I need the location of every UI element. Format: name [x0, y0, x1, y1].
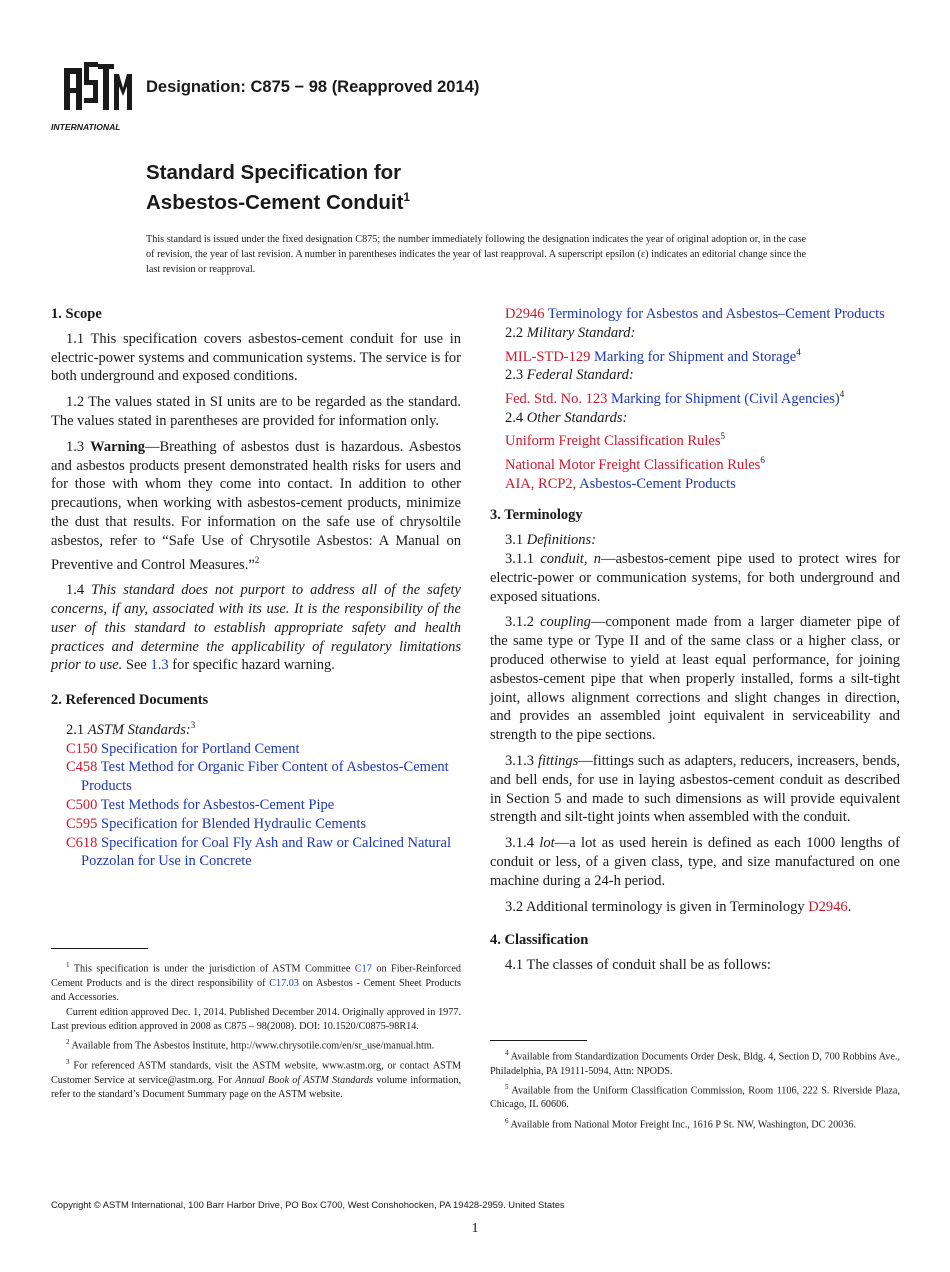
standard-code[interactable]: Fed. Std. No. 123: [505, 390, 608, 407]
paragraph-number: 2.4: [505, 409, 527, 426]
other-standards-label: [490, 409, 900, 428]
term: conduit, n: [540, 551, 602, 568]
standard-code[interactable]: C500: [66, 796, 98, 813]
reference-item[interactable]: [51, 796, 461, 815]
paragraph-end: .: [847, 898, 852, 915]
footnote-ref-6[interactable]: 6: [760, 455, 765, 466]
standard-code[interactable]: D2946: [505, 306, 545, 322]
logo-letter-s-upper: [84, 62, 89, 82]
paragraph-number: 1.4: [66, 582, 92, 599]
definition-text: —a lot as used herein is defined as each 1000 lengths of conduit or less, of a given class, type, and size manufactured on one machine during a 24-h period.: [490, 835, 900, 889]
reference-item[interactable]: [490, 343, 900, 367]
standard-code[interactable]: C458: [66, 759, 98, 776]
paragraph-end: for specific hazard warning.: [168, 657, 335, 674]
reference-item[interactable]: [51, 758, 461, 796]
warning-label: Warning: [90, 438, 145, 455]
reference-item[interactable]: [490, 385, 900, 409]
label-text: Federal Standard:: [526, 367, 634, 384]
paragraph-number: 2.3: [505, 367, 527, 384]
standard-title[interactable]: Specification for Blended Hydraulic Cements: [97, 815, 366, 832]
paragraph-1-3: [51, 438, 461, 574]
footnote-italic: Annual Book of ASTM Standards: [235, 1074, 374, 1086]
definition-lot: [490, 834, 900, 890]
footnote-2: [51, 1035, 461, 1054]
paragraph-number: 3.1.3: [505, 753, 538, 770]
footnotes-right: [490, 1046, 900, 1133]
standard-link-d2946[interactable]: D2946: [808, 898, 848, 915]
military-standard-label: [490, 324, 900, 343]
footnote-marker: 1: [66, 961, 70, 969]
footnote-text: Available from National Motor Freight Inc., 1616 P St. NW, Washington, DC 20036.: [508, 1118, 857, 1130]
paragraph-number: 2.2: [505, 324, 527, 341]
reference-item[interactable]: [490, 427, 900, 451]
reference-item[interactable]: [490, 305, 900, 324]
footnote-ref-2[interactable]: 2: [254, 554, 260, 565]
footnote-4: [490, 1046, 900, 1079]
footnote-text: Available from the Uniform Classification Commission, Room 1106, 222 S. Riverside Plaza, Chicago, IL 60606.: [490, 1085, 900, 1111]
paragraph-1-4: [51, 581, 461, 675]
footnote-edition: Current edition approved Dec. 1, 2014. Published December 2014. Originally approved in 1977. Last previous edition approved in 2008 as C875 – 98(2008). DOI: 10.1520/C0875-98R14.: [51, 1007, 461, 1033]
label-text: Military Standard:: [526, 324, 636, 341]
standard-title[interactable]: Marking for Shipment (Civil Agencies): [607, 390, 840, 407]
standard-code[interactable]: MIL-STD-129: [505, 348, 591, 365]
standard-title[interactable]: Uniform Freight Classification Rules: [505, 433, 721, 450]
standard-code[interactable]: C595: [66, 815, 98, 832]
definition-coupling: [490, 613, 900, 745]
label-text: ASTM Standards:: [87, 721, 191, 738]
standard-title[interactable]: Specification for Portland Cement: [97, 740, 300, 757]
logo-letter-s-bottom: [84, 98, 98, 103]
standard-code[interactable]: AIA, RCP2,: [505, 475, 577, 492]
document-title: [146, 160, 410, 215]
footnote-text: on Fiber-Reinforced Cement Products and is the direct responsibility of: [51, 963, 461, 989]
standard-title[interactable]: Test Methods for Asbestos-Cement Pipe: [97, 796, 335, 813]
paragraph-1-2: 1.2 The values stated in SI units are to be regarded as the standard. The values stated in parentheses are provided for information only.: [51, 394, 461, 429]
footnote-marker: 4: [505, 1049, 509, 1057]
definition-text: —asbestos-cement pipe used to protect wires for electric-power or communication systems, for both underground and exposed situations.: [490, 551, 901, 605]
referenced-documents-heading: 2. Referenced Documents: [51, 692, 209, 709]
issue-note: This standard is issued under the fixed designation C875; the number immediately following the designation indicates the year of original adoption or, in the case of revision, the year of last revision. A number in parentheses indicates the year of last reapproval. A superscript epsilon (ε) indicates an editorial change since the last revision or reapproval.: [146, 234, 806, 275]
paragraph-number: 1.3: [66, 438, 91, 455]
logo-letter-a-top: [64, 68, 82, 74]
footnote-text: For referenced ASTM standards, visit the ASTM website, www.astm.org, or contact ASTM Customer Service at service@astm.org. For: [51, 1060, 461, 1086]
paragraph-number: 3.1: [505, 532, 527, 549]
see-text: See: [122, 657, 151, 674]
title-text: Asbestos-Cement Conduit: [146, 190, 404, 214]
subcommittee-link-c17-03[interactable]: C17.03: [269, 977, 299, 989]
logo-letter-t-stem: [103, 64, 109, 110]
scope-heading: 1. Scope: [51, 306, 102, 322]
footnote-3: [51, 1055, 461, 1102]
footnote-text: This specification is under the jurisdiction of ASTM Committee: [69, 963, 355, 975]
footnote-text: Available from The Asbestos Institute, http://www.chrysotile.com/en/sr_use/manual.htm.: [69, 1040, 435, 1052]
paragraph-number: 3.1.1: [505, 551, 541, 568]
footnote-ref-3[interactable]: 3: [190, 719, 196, 730]
paragraph-4-1: 4.1 The classes of conduit shall be as follows:: [505, 957, 771, 974]
footnote-1: [51, 958, 461, 1005]
reference-item[interactable]: [51, 834, 461, 872]
standard-title[interactable]: National Motor Freight Classification Rules: [505, 456, 761, 473]
paragraph-number: 3.1.4: [505, 835, 540, 852]
title-footnote-ref[interactable]: 1: [403, 190, 411, 204]
term: fittings: [537, 753, 579, 770]
footnote-ref-5[interactable]: 5: [720, 431, 725, 442]
paragraph-number: 3.1.2: [505, 614, 541, 631]
page-number: 1: [471, 1221, 479, 1236]
footnote-marker: 2: [66, 1038, 70, 1047]
standard-title[interactable]: Terminology for Asbestos and Asbestos–Cement Products: [544, 306, 885, 322]
footnote-marker: 6: [505, 1116, 509, 1125]
title-line-2: [146, 185, 410, 215]
reference-item[interactable]: [51, 740, 461, 759]
title-line-1: Standard Specification for: [146, 161, 402, 184]
standard-title[interactable]: Marking for Shipment and Storage: [590, 348, 797, 365]
definitions-label: [490, 531, 900, 550]
paragraph-number: 2.1: [66, 721, 88, 738]
definition-conduit: [490, 550, 900, 606]
footnote-divider: [51, 948, 148, 949]
term: lot: [539, 835, 555, 852]
footnote-divider: [490, 1040, 587, 1041]
reference-item[interactable]: [490, 475, 900, 494]
definition-text: —component made from a larger diameter pipe of the same type or Type II and of the same class or a higher class, or produced otherwise to yield at least equal performance, for joining asbestos-cement pipe that when properly installed, forms a silt-tight joint, allows alignment corrections and slight changes in direction, and provides an assembled joint equivalent in serviceability and strength to the pipe sections.: [490, 614, 900, 744]
paragraph-text: 3.2 Additional terminology is given in Terminology: [505, 898, 809, 915]
standard-code[interactable]: C618: [66, 834, 98, 851]
right-column: [490, 305, 900, 975]
standard-code[interactable]: C150: [66, 740, 98, 757]
footnote-marker: 5: [505, 1082, 509, 1091]
reference-item[interactable]: [51, 815, 461, 834]
warning-text: —Breathing of asbestos dust is hazardous. Asbestos and asbestos products present demonstrated health risks for users and for those with whom they come into contact. In addition to other precautions, when working with asbestos-cement products, minimize the dust that results. For information on the safe use of chrysoltile asbestos, refer to “Safe Use of Chrysotile Asbestos: A Manual on Preventive and Control Measures.”: [51, 438, 461, 573]
left-column: [51, 305, 461, 871]
paragraph-1-1: 1.1 This specification covers asbestos-cement conduit for use in electric-power systems and communication systems. The service is for both underground and exposed conditions.: [51, 330, 461, 385]
term: coupling: [540, 614, 591, 631]
footnotes-left: [51, 958, 461, 1103]
logo-letter-a-bar: [64, 88, 82, 93]
classification-heading: 4. Classification: [490, 932, 589, 949]
standard-title[interactable]: Test Method for Organic Fiber Content of Asbestos-Cement Products: [81, 759, 449, 795]
reference-item[interactable]: [490, 451, 900, 475]
standard-title[interactable]: Specification for Coal Fly Ash and Raw or Calcined Natural Pozzolan for Use in Concrete: [81, 834, 451, 870]
definition-fittings: [490, 752, 900, 827]
footnote-6: [490, 1114, 900, 1133]
footnote-text: volume information, refer to the standard’s Document Summary page on the ASTM website.: [51, 1074, 461, 1100]
footnote-text: on Asbestos - Cement Sheet Products and Accessories.: [51, 977, 461, 1003]
label-text: Definitions:: [526, 532, 597, 549]
footnote-ref-4[interactable]: 4: [796, 346, 801, 357]
committee-link-c17[interactable]: C17: [354, 963, 372, 975]
designation: Designation: C875 − 98 (Reapproved 2014): [146, 78, 480, 96]
standard-title[interactable]: Asbestos-Cement Products: [576, 475, 736, 492]
astm-logo: [50, 56, 134, 134]
safety-caveat: This standard does not purport to address all of the safety concerns, if any, associated with its use. It is the responsibility of the user of this standard to establish appropriate safety and health practices and determine the applicability of regulatory limitations prior to use.: [51, 582, 461, 674]
section-link-1-3[interactable]: 1.3: [150, 657, 169, 674]
federal-standard-label: [490, 366, 900, 385]
paragraph-3-2: [490, 898, 900, 917]
footnote-5: [490, 1080, 900, 1113]
footnote-text: Available from Standardization Documents Order Desk, Bldg. 4, Section D, 700 Robbins Ave., Philadelphia, PA 19111-5094, Attn: NPODS.: [490, 1051, 900, 1077]
footnote-marker: 3: [66, 1058, 70, 1066]
footnote-ref-4[interactable]: 4: [839, 389, 845, 400]
label-text: Other Standards:: [526, 409, 628, 426]
definition-text: —fittings such as adapters, reducers, increasers, bends, and bell ends, for use in laying asbestos-cement conduit as described in Section 5 and made to such dimensions as will provide equivalent strength and silt-tight joints when assembled with the conduit.: [490, 753, 901, 826]
copyright-notice: Copyright © ASTM International, 100 Barr Harbor Drive, PO Box C700, West Conshohocken, PA 19428-2959. United States: [51, 1199, 565, 1210]
astm-standards-label: [51, 716, 461, 740]
logo-wordmark: INTERNATIONAL: [51, 122, 121, 132]
terminology-heading: 3. Terminology: [490, 507, 583, 524]
